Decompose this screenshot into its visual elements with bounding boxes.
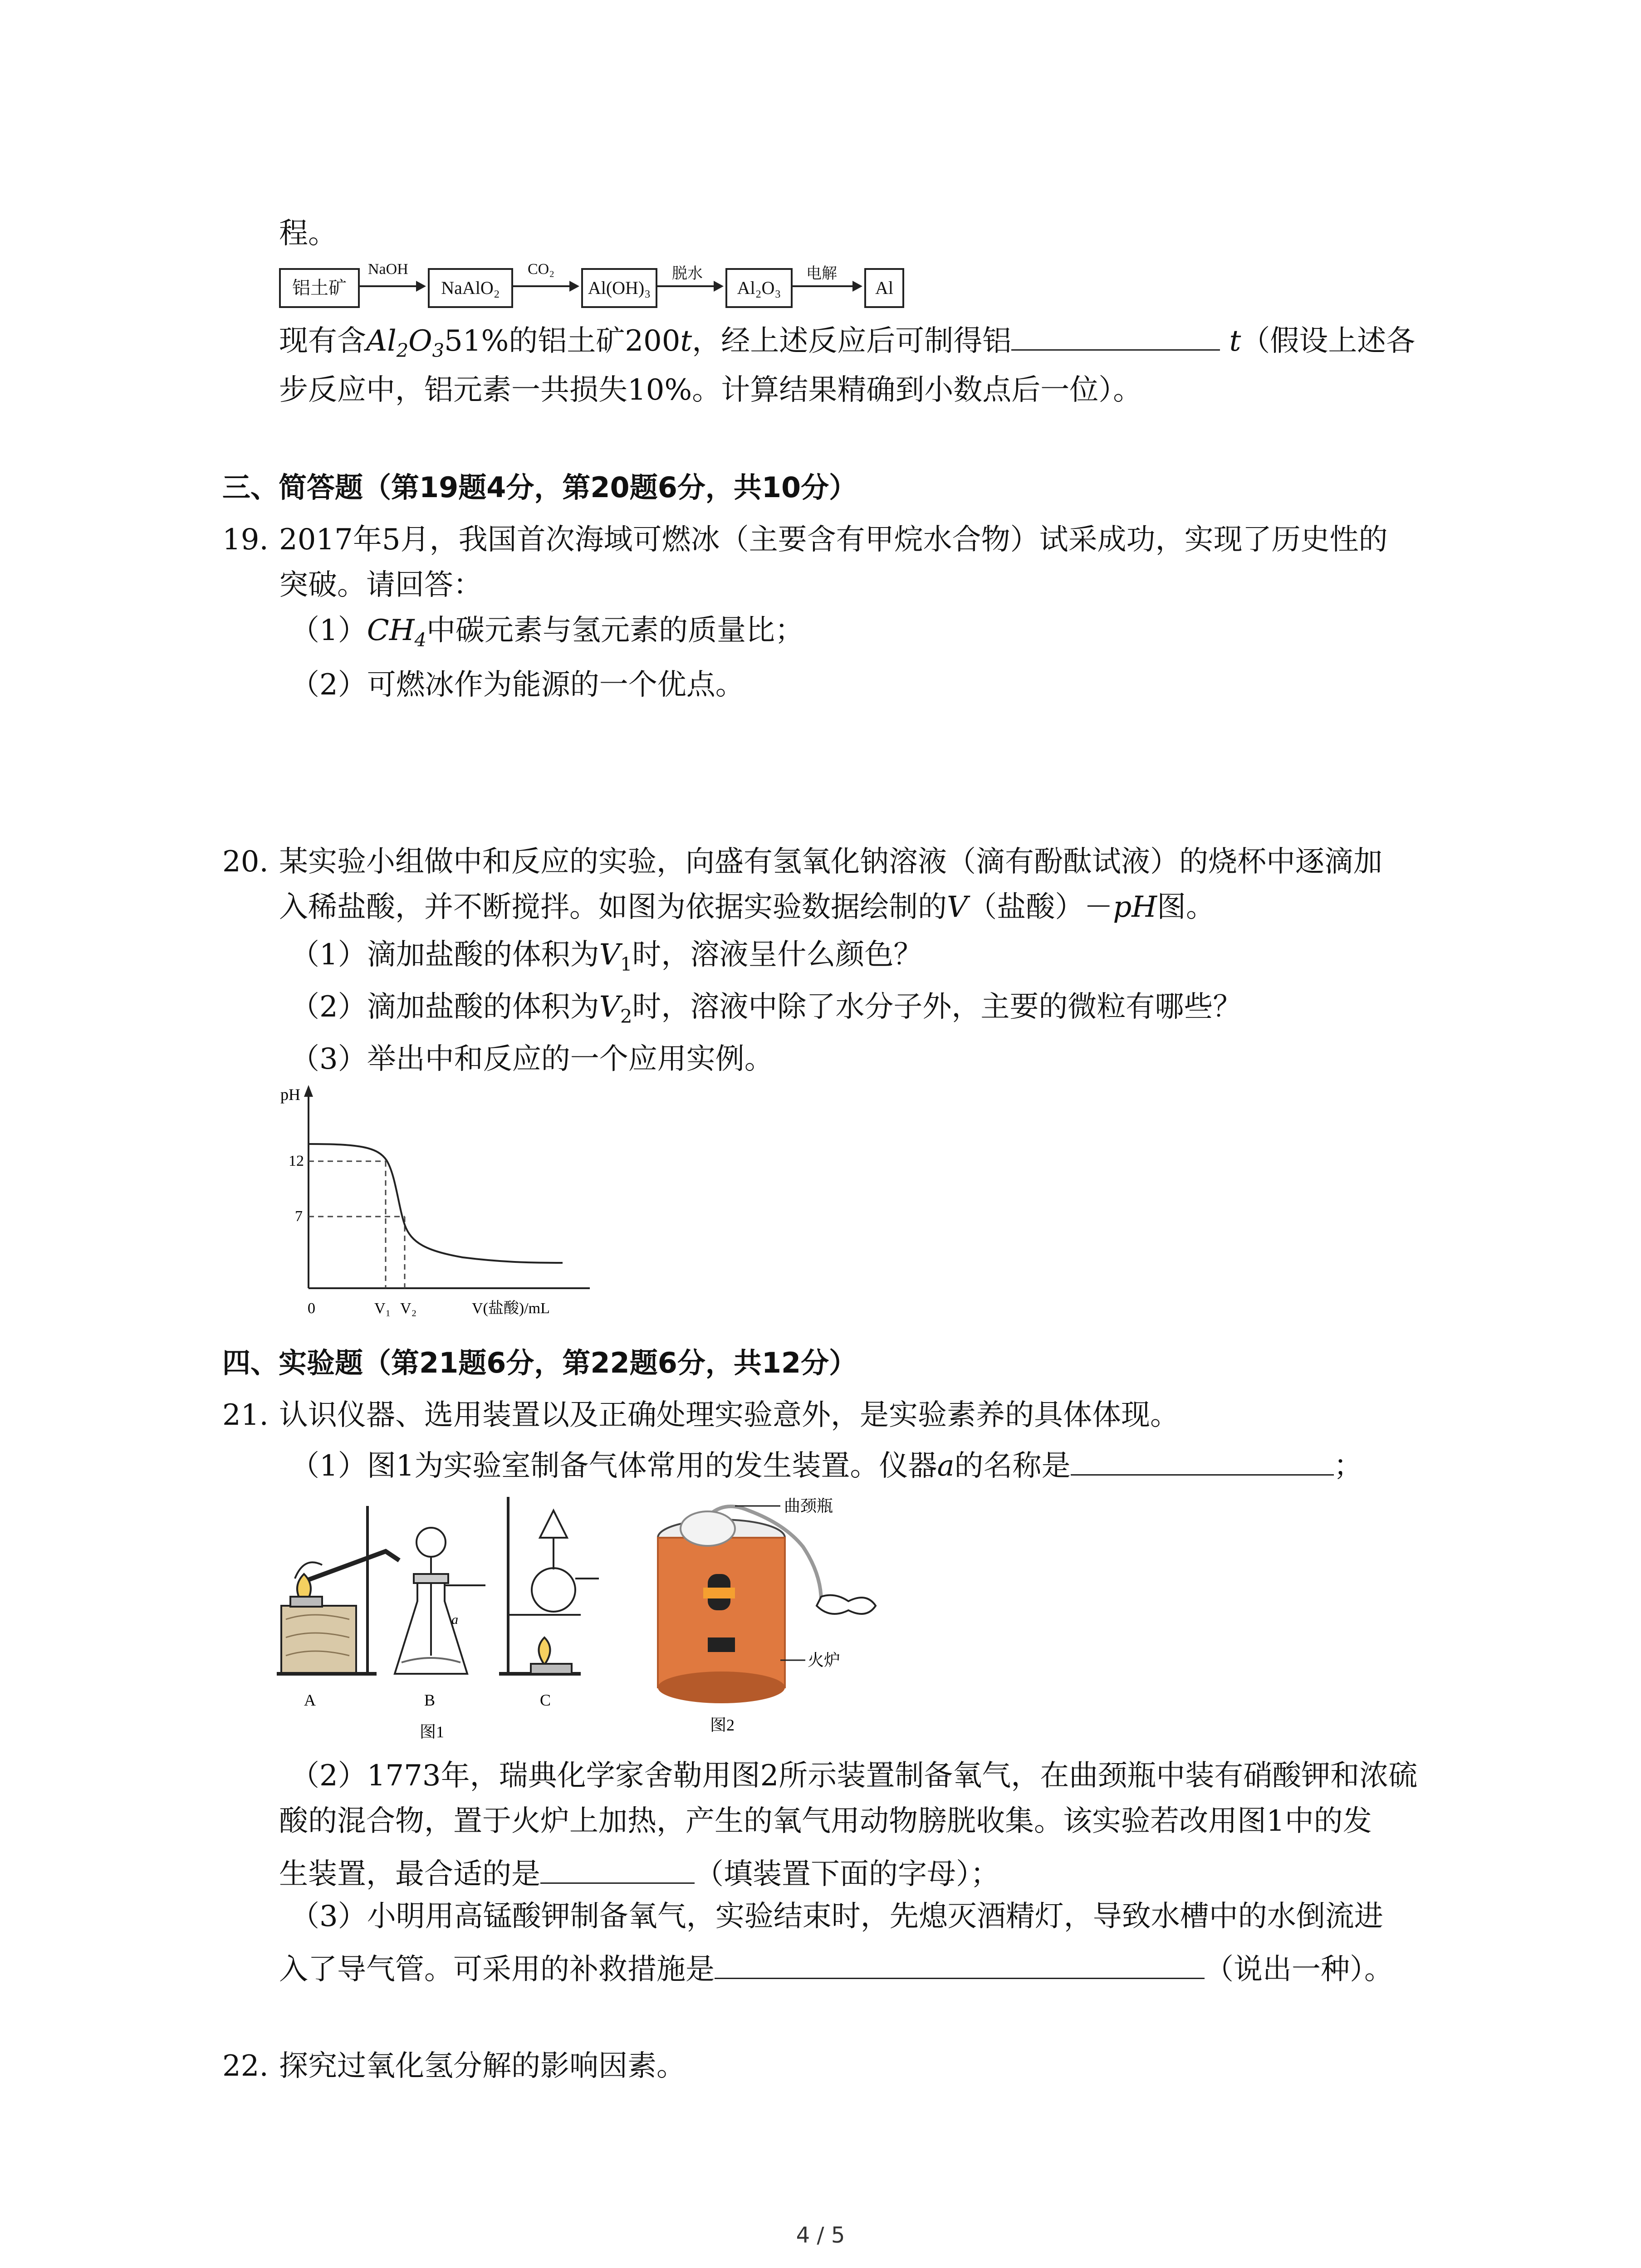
unit-t: t [680, 324, 692, 358]
label-a-instrument: a [451, 1612, 458, 1627]
q20-number: 20. [222, 845, 269, 879]
q21-number: 21. [222, 1398, 269, 1432]
flow-arrow [657, 285, 716, 287]
var-sub: 1 [620, 953, 632, 975]
q19-line2: 突破。请回答： [279, 568, 482, 602]
liquid-surface [402, 1658, 460, 1662]
apparatus-a [277, 1506, 399, 1674]
ph-graph [272, 1080, 599, 1325]
flow-arrow-head [852, 281, 862, 292]
furnace-figure [658, 1506, 876, 1703]
section-4-title: 四、实验题（第21题6分，第22题6分，共12分） [222, 1346, 857, 1379]
q20-text: 入稀盐酸，并不断搅拌。如图为依据实验数据绘制的 [279, 890, 947, 924]
var-a: a [937, 1449, 955, 1483]
lamp-cap [290, 1597, 322, 1607]
q19-sub2: （2）可燃冰作为能源的一个优点。 [290, 668, 745, 702]
funnel-bulb [416, 1528, 446, 1557]
q19-text: 中碳元素与氢元素的质量比； [426, 614, 804, 647]
stove-label: 火炉 [808, 1651, 841, 1669]
wood-block [281, 1606, 356, 1674]
q20-text: （盐酸）－ [968, 890, 1113, 924]
page-number: 4 / 5 [796, 2223, 845, 2248]
flow-reagent-co2: CO₂ [528, 261, 555, 278]
q21-sub2-line1: （2）1773年，瑞典化学家舍勒用图2所示装置制备氧气，在曲颈瓶中装有硝酸钾和浓硫 [290, 1759, 1418, 1793]
flow-arrow [513, 285, 572, 287]
q20-text: （1）滴加盐酸的体积为 [290, 938, 599, 972]
figure-2-caption: 图2 [710, 1716, 735, 1734]
flow-arrow-head [569, 281, 579, 292]
y-tick-12: 12 [289, 1153, 304, 1169]
fire-glow [703, 1588, 735, 1598]
q18-text: 51%的铝土矿200 [444, 324, 681, 358]
formula-o: O [408, 324, 432, 358]
aluminum-flowchart [279, 261, 905, 311]
q20-sub3: （3）举出中和反应的一个应用实例。 [290, 1042, 774, 1076]
flow-arrow-head [714, 281, 724, 292]
label-c: C [540, 1691, 551, 1709]
unit-t: t [1229, 324, 1241, 358]
var-sub: 2 [620, 1005, 632, 1027]
x-origin: 0 [308, 1300, 315, 1317]
furnace-base [658, 1672, 785, 1703]
q21-text: 的名称是 [954, 1449, 1071, 1483]
var-ph: pH [1113, 890, 1157, 924]
flow-reagent-dehydrate: 脱水 [672, 265, 703, 282]
q18-answer-blank[interactable] [1011, 318, 1220, 351]
separatory-funnel [540, 1510, 567, 1538]
q18-text: （假设上述各 [1241, 324, 1416, 358]
q21-text: 生装置，最合适的是 [279, 1857, 540, 1891]
q20-text: 图。 [1157, 890, 1215, 924]
q21-sub2-answer-blank[interactable] [540, 1851, 695, 1884]
q21-sub2-line3 [279, 1851, 999, 1895]
y-tick-7: 7 [295, 1208, 303, 1225]
q20-sub2 [290, 987, 1242, 1037]
formula-sub: 2 [396, 339, 409, 362]
flow-box-aloh3: Al(OH)₃ [581, 268, 657, 308]
q18-text: ，经上述反应后可制得铝 [692, 324, 1012, 358]
q19-line1: 2017年5月，我国首次海域可燃冰（主要含有甲烷水合物）试采成功，实现了历史性的 [279, 523, 1388, 557]
formula-al: Al [366, 324, 397, 358]
flow-arrow [360, 285, 419, 287]
round-flask [532, 1568, 575, 1612]
q19-sub1 [290, 610, 804, 660]
flow-box-al2o3: Al₂O₃ [725, 268, 793, 308]
var-v: V [599, 938, 620, 972]
q22-text: 探究过氧化氢分解的影响因素。 [279, 2049, 686, 2083]
flow-arrow-head [416, 281, 426, 292]
y-axis-label: pH [280, 1085, 300, 1104]
q20-text: 时，溶液呈什么颜色？ [632, 938, 923, 972]
q21-sub3-answer-blank[interactable] [715, 1946, 1205, 1979]
q22-number: 22. [222, 2049, 269, 2083]
q20-line1: 某实验小组做中和反应的实验，向盛有氢氧化钠溶液（滴有酚酞试液）的烧杯中逐滴加 [279, 845, 1382, 879]
retort-flask [681, 1511, 735, 1546]
q18-continuation: 程。 [279, 217, 337, 250]
x-axis-label: V(盐酸)/mL [472, 1300, 550, 1317]
lamp [531, 1664, 572, 1674]
q18-text: 现有含 [279, 324, 366, 358]
x-tick-v1: V₁ [374, 1300, 391, 1317]
q21-text: ； [1333, 1449, 1363, 1483]
furnace-vent [708, 1637, 735, 1652]
var-v: V [947, 890, 968, 924]
formula-sub: 3 [432, 339, 445, 362]
q18-line2: 步反应中，铝元素一共损失10%。计算结果精确到小数点后一位）。 [279, 373, 1142, 407]
q18-line1 [279, 318, 1415, 371]
apparatus-b [395, 1528, 485, 1674]
bladder [817, 1595, 876, 1614]
q19-sub-num: （1） [290, 614, 367, 647]
formula-ch: CH [367, 614, 415, 647]
q19-number: 19. [222, 523, 269, 557]
q20-text: （2）滴加盐酸的体积为 [290, 990, 599, 1024]
figure-1-caption: 图1 [420, 1723, 445, 1741]
apparatus-c [499, 1497, 599, 1674]
q21-sub3-line1: （3）小明用高锰酸钾制备氧气，实验结束时，先熄灭酒精灯，导致水槽中的水倒流进 [290, 1900, 1383, 1933]
label-b: B [424, 1691, 436, 1709]
formula-sub: 4 [414, 628, 426, 651]
flow-arrow [793, 285, 855, 287]
q20-text: 时，溶液中除了水分子外，主要的微粒有哪些？ [632, 990, 1242, 1024]
test-tube [299, 1551, 399, 1583]
furnace-body [658, 1538, 785, 1687]
flask-label: 曲颈瓶 [784, 1497, 833, 1515]
q21-text: （说出一种）。 [1205, 1953, 1393, 1986]
var-v: V [599, 990, 620, 1024]
label-a: A [304, 1691, 316, 1709]
q20-line2 [279, 887, 1215, 928]
q21-text: （1）图1为实验室制备气体常用的发生装置。仪器 [290, 1449, 937, 1483]
section-3-title: 三、简答题（第19题4分，第20题6分，共10分） [222, 471, 857, 504]
flow-box-al: Al [864, 268, 904, 308]
x-tick-v2: V₂ [400, 1300, 417, 1317]
q21-line1: 认识仪器、选用装置以及正确处理实验意外，是实验素养的具体体现。 [279, 1398, 1179, 1432]
flow-box-naalo2: NaAlO₂ [428, 268, 513, 308]
apparatus-figures [272, 1492, 953, 1746]
flow-reagent-naoh: NaOH [368, 261, 408, 278]
stopper [414, 1574, 448, 1583]
q21-sub1 [290, 1442, 1363, 1486]
q20-sub1 [290, 934, 922, 985]
flow-box-bauxite: 铝土矿 [279, 268, 360, 308]
flame-icon [539, 1637, 550, 1665]
q21-text: 入了导气管。可采用的补救措施是 [279, 1953, 715, 1986]
y-axis-arrow [304, 1085, 313, 1097]
q21-sub3-line2 [279, 1946, 1393, 1990]
q21-sub2-line2: 酸的混合物，置于火炉上加热，产生的氧气用动物膀胱收集。该实验若改用图1中的发 [279, 1804, 1372, 1838]
q21-sub1-answer-blank[interactable] [1071, 1442, 1334, 1476]
q21-text: （填装置下面的字母）； [695, 1857, 999, 1891]
flow-reagent-electrolysis: 电解 [806, 265, 837, 282]
